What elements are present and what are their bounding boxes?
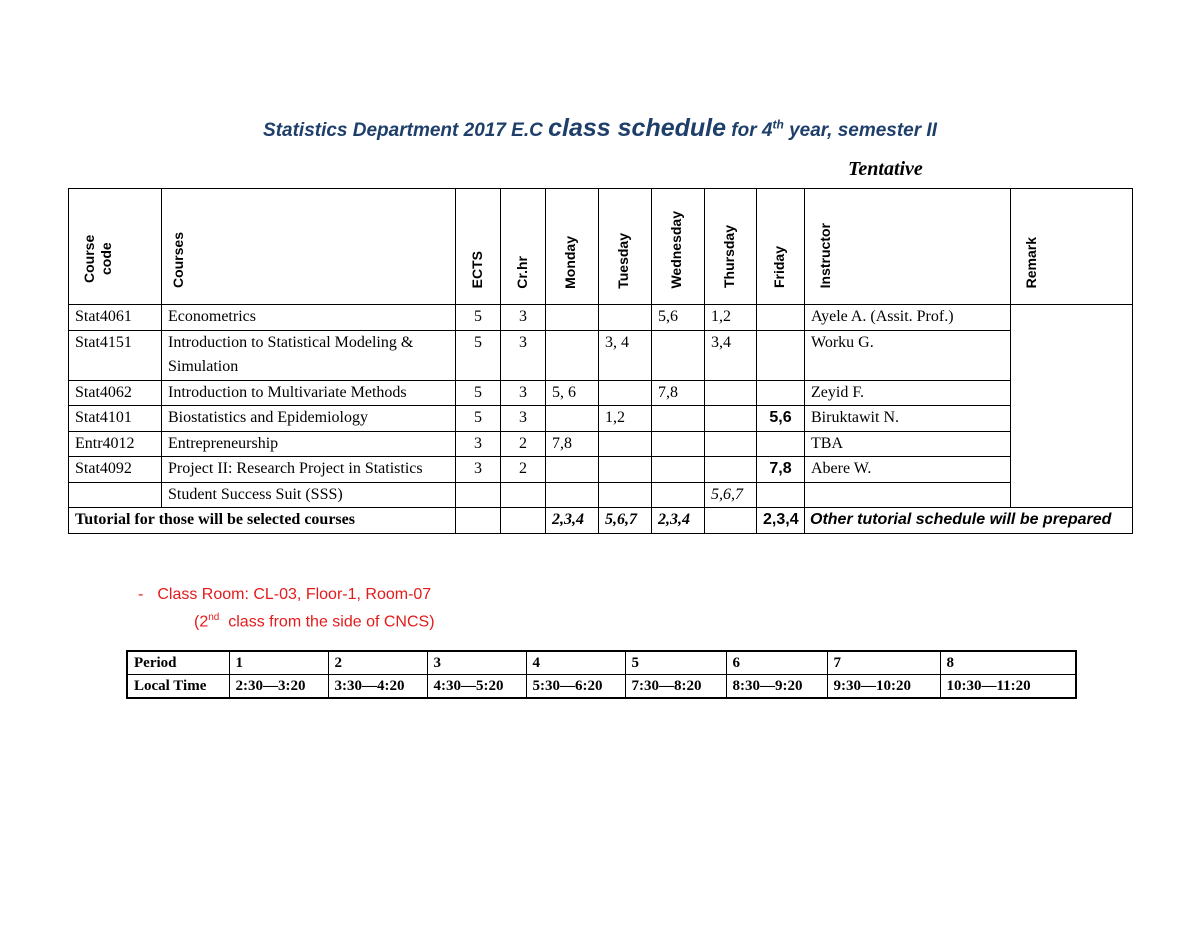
thursday-slot: 5,6,7 [705, 482, 757, 508]
thursday-slot [705, 380, 757, 406]
thursday-slot [705, 431, 757, 457]
course-code: Entr4012 [69, 431, 162, 457]
header-wednesday: Wednesday [668, 210, 684, 289]
friday-slot [757, 431, 805, 457]
period-number: 6 [726, 651, 827, 675]
table-row [69, 380, 1133, 406]
time-label: Local Time [127, 675, 229, 699]
tuesday-slot [599, 431, 652, 457]
monday-slot [546, 482, 599, 508]
ects-value: 5 [456, 406, 501, 432]
header-row [69, 189, 1133, 305]
crhr-value [501, 482, 546, 508]
course-name: Introduction to Multivariate Methods [162, 380, 456, 406]
period-row [127, 651, 1076, 675]
friday-slot: 7,8 [757, 457, 805, 483]
period-number: 7 [827, 651, 940, 675]
period-table [126, 650, 1077, 699]
tutorial-row [69, 508, 1133, 534]
bullet-dash: - [138, 586, 144, 603]
crhr-value: 2 [501, 457, 546, 483]
header-friday: Friday [771, 246, 787, 289]
crhr-value: 3 [501, 406, 546, 432]
crhr-value: 2 [501, 431, 546, 457]
table-row [69, 457, 1133, 483]
classroom-note: (2nd class from the side of CNCS) [194, 612, 435, 631]
classroom-info [138, 586, 431, 604]
course-name: Entrepreneurship [162, 431, 456, 457]
schedule-table [68, 188, 1133, 534]
instructor-name: Worku G. [805, 330, 1011, 380]
ects-value: 5 [456, 380, 501, 406]
monday-slot: 7,8 [546, 431, 599, 457]
friday-slot [757, 330, 805, 380]
wednesday-slot [652, 457, 705, 483]
header-remark: Remark [1023, 237, 1039, 289]
instructor-name: Abere W. [805, 457, 1011, 483]
header-ects: ECTS [469, 251, 485, 289]
course-code: Stat4061 [69, 305, 162, 331]
table-row [69, 431, 1133, 457]
friday-slot [757, 380, 805, 406]
header-monday: Monday [562, 235, 578, 289]
period-time: 2:30—3:20 [229, 675, 328, 699]
tutorial-ects [456, 508, 501, 534]
time-row [127, 675, 1076, 699]
tutorial-wednesday: 2,3,4 [652, 508, 705, 534]
period-number: 8 [940, 651, 1076, 675]
tutorial-crhr [501, 508, 546, 534]
wednesday-slot [652, 330, 705, 380]
tutorial-tuesday: 5,6,7 [599, 508, 652, 534]
period-time: 5:30—6:20 [526, 675, 625, 699]
header-tuesday: Tuesday [615, 232, 631, 289]
course-name: Student Success Suit (SSS) [162, 482, 456, 508]
table-row [69, 330, 1133, 380]
tutorial-thursday [705, 508, 757, 534]
period-time: 10:30—11:20 [940, 675, 1076, 699]
period-time: 7:30—8:20 [625, 675, 726, 699]
course-code: Stat4092 [69, 457, 162, 483]
crhr-value: 3 [501, 330, 546, 380]
wednesday-slot: 7,8 [652, 380, 705, 406]
tentative-label: Tentative [848, 158, 923, 180]
friday-slot [757, 482, 805, 508]
ects-value: 5 [456, 305, 501, 331]
course-name: Introduction to Statistical Modeling & Simulation [162, 330, 456, 380]
monday-slot [546, 406, 599, 432]
wednesday-slot [652, 482, 705, 508]
crhr-value: 3 [501, 380, 546, 406]
ects-value [456, 482, 501, 508]
tutorial-label: Tutorial for those will be selected courses [69, 508, 456, 534]
course-name: Project II: Research Project in Statistics [162, 457, 456, 483]
instructor-name [805, 482, 1011, 508]
course-name: Econometrics [162, 305, 456, 331]
ects-value: 3 [456, 457, 501, 483]
header-course-code: Course code [81, 234, 114, 283]
period-time: 8:30—9:20 [726, 675, 827, 699]
course-name: Biostatistics and Epidemiology [162, 406, 456, 432]
table-row [69, 305, 1133, 331]
tutorial-monday: 2,3,4 [546, 508, 599, 534]
wednesday-slot [652, 406, 705, 432]
course-code: Stat4151 [69, 330, 162, 380]
remark-cell [1011, 305, 1133, 508]
period-number: 2 [328, 651, 427, 675]
course-code: Stat4101 [69, 406, 162, 432]
ects-value: 3 [456, 431, 501, 457]
period-number: 1 [229, 651, 328, 675]
thursday-slot: 3,4 [705, 330, 757, 380]
tuesday-slot: 3, 4 [599, 330, 652, 380]
tuesday-slot: 1,2 [599, 406, 652, 432]
classroom-line: Class Room: CL-03, Floor-1, Room-07 [157, 586, 432, 603]
friday-slot [757, 305, 805, 331]
table-row [69, 406, 1133, 432]
period-number: 3 [427, 651, 526, 675]
period-label: Period [127, 651, 229, 675]
wednesday-slot: 5,6 [652, 305, 705, 331]
thursday-slot [705, 457, 757, 483]
tuesday-slot [599, 457, 652, 483]
thursday-slot: 1,2 [705, 305, 757, 331]
tuesday-slot [599, 482, 652, 508]
page-title: Statistics Department 2017 E.C class schedule for 4th year, semester II [263, 114, 937, 142]
header-thursday: Thursday [721, 225, 737, 289]
period-number: 5 [625, 651, 726, 675]
tutorial-friday: 2,3,4 [757, 508, 805, 534]
header-crhr: Cr.hr [514, 255, 530, 289]
period-number: 4 [526, 651, 625, 675]
header-courses: Courses [170, 232, 186, 289]
period-time: 9:30—10:20 [827, 675, 940, 699]
wednesday-slot [652, 431, 705, 457]
instructor-name: Biruktawit N. [805, 406, 1011, 432]
monday-slot [546, 305, 599, 331]
friday-slot: 5,6 [757, 406, 805, 432]
monday-slot: 5, 6 [546, 380, 599, 406]
tuesday-slot [599, 305, 652, 331]
instructor-name: Ayele A. (Assit. Prof.) [805, 305, 1011, 331]
thursday-slot [705, 406, 757, 432]
monday-slot [546, 457, 599, 483]
tuesday-slot [599, 380, 652, 406]
instructor-name: Zeyid F. [805, 380, 1011, 406]
ects-value: 5 [456, 330, 501, 380]
table-row [69, 482, 1133, 508]
header-instructor: Instructor [817, 223, 833, 289]
period-time: 4:30—5:20 [427, 675, 526, 699]
instructor-name: TBA [805, 431, 1011, 457]
course-code: Stat4062 [69, 380, 162, 406]
period-time: 3:30—4:20 [328, 675, 427, 699]
monday-slot [546, 330, 599, 380]
course-code [69, 482, 162, 508]
crhr-value: 3 [501, 305, 546, 331]
tutorial-note: Other tutorial schedule will be prepared [805, 508, 1133, 534]
